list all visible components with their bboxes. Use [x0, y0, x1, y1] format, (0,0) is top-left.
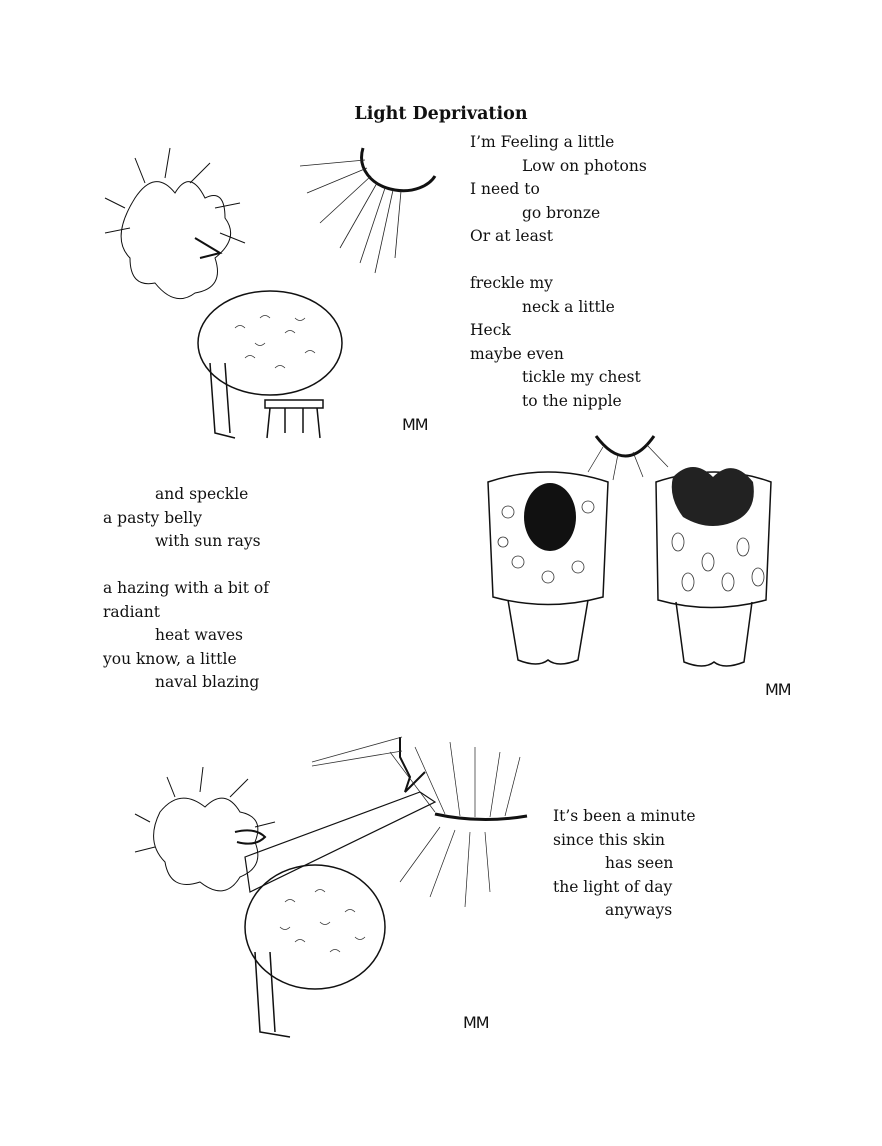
poem-line: you know, a little [103, 649, 237, 668]
stanza-2 [103, 483, 269, 695]
poem-line: I need to [470, 180, 540, 198]
sun-rim [596, 436, 654, 456]
sun-rim [435, 814, 527, 820]
poem-line: to the nipple [522, 391, 622, 410]
poem-line: freckle my [470, 274, 553, 292]
poem-line: naval blazing [155, 673, 260, 691]
poem-line: neck a little [522, 297, 615, 316]
page-title: Light Deprivation [354, 104, 528, 124]
poem-line: radiant [103, 602, 160, 621]
poem-line: tickle my chest [522, 368, 641, 386]
poem-line: Or at least [470, 227, 553, 245]
bending-figure-under-sun-drawing [130, 732, 540, 1042]
hairy-figure-under-sun-drawing [95, 138, 455, 446]
poem-line: Low on photons [522, 156, 647, 175]
poem-line: Heck [470, 321, 511, 339]
poem-line: go bronze [522, 203, 601, 222]
poem-line: heat waves [155, 626, 243, 644]
poem-line: I’m Feeling a little [470, 133, 615, 151]
poem-line: It’s been a minute [553, 807, 696, 825]
artist-signature: MM [765, 680, 791, 699]
artist-signature: MM [463, 1013, 489, 1032]
stanza-1 [470, 131, 647, 413]
poem-line: maybe even [470, 344, 564, 363]
poem-line: a hazing with a bit of [103, 579, 269, 597]
poem-line: has seen [605, 854, 674, 872]
poem-line [103, 554, 269, 578]
stanza-3 [553, 805, 696, 923]
poem-line: a pasty belly [103, 508, 202, 527]
poem-line: the light of day [553, 877, 673, 896]
poem-line: anyways [605, 901, 673, 919]
sun-rim [362, 148, 435, 191]
poem-line [470, 249, 647, 273]
poem-line: since this skin [553, 830, 666, 849]
two-figures-from-behind-drawing [478, 432, 778, 682]
artist-signature: MM [402, 415, 428, 434]
poem-line: with sun rays [155, 532, 261, 550]
poem-line: and speckle [155, 485, 249, 503]
